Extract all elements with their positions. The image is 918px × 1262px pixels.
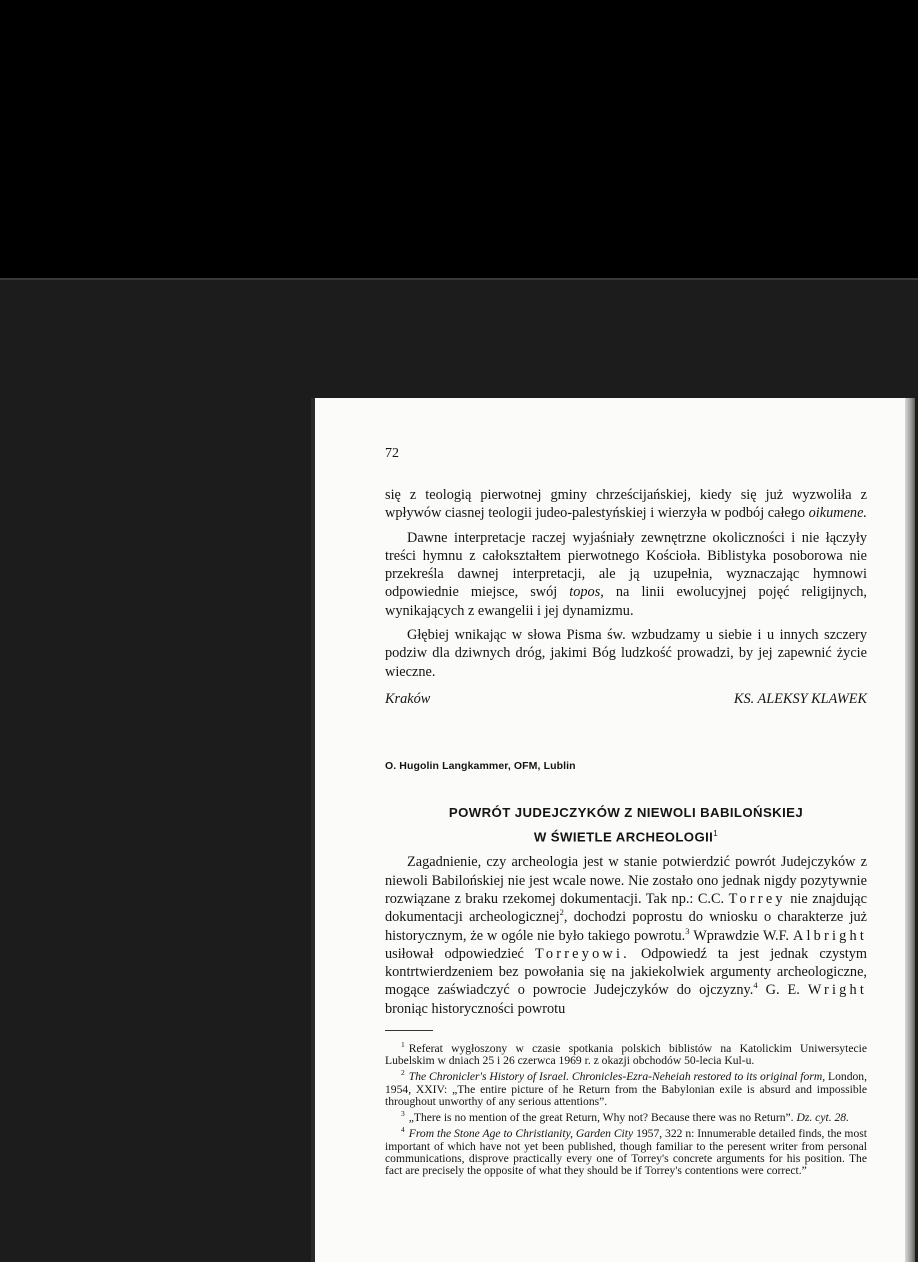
footnote-ref-3: 3 bbox=[685, 925, 690, 936]
footnote-4: $^4$ From the Stone Age to Christianity, Garden City 1957, 322 n: Innumerable detailed finds, the most important of which have not yet been published, though familiar to the peresent writer from personal communications, disprove practically every one of Torrey's concrete arguments for his position. The fact are precisely the opposite of what they should be if Torrey's contentions were correct.” bbox=[385, 1125, 867, 1178]
title-line-2: W ŚWIETLE ARCHEOLOGII$^1$ bbox=[533, 828, 719, 845]
footnote-separator bbox=[385, 1030, 433, 1031]
page-outer-edge bbox=[905, 398, 915, 1262]
intro-paragraph-2: Dawne interpretacje raczej wyjaśniały zewnętrzne okoliczności i nie łączyły treści hymnu z całokształtem pierwotnego Kościoła. Biblistyka posoborowa nie przekreśla dawnej interpretacji, ale ją uzupełnia, wyznaczając hymnowi odpowiednie miejsce, swój topos, na linii ewolucyjnej pojęć religijnych, wynikających z ewangelii i jej dynamizmu. bbox=[385, 529, 868, 619]
footnote-ref-4: 4 bbox=[753, 980, 758, 991]
article-title bbox=[385, 802, 867, 847]
band-edge bbox=[0, 278, 918, 280]
footnote-ref-2: 2 bbox=[559, 907, 564, 918]
article-author: O. Hugolin Langkammer, OFM, Lublin bbox=[385, 759, 576, 772]
page-content bbox=[385, 446, 867, 1177]
title-line-1: POWRÓT JUDEJCZYKÓW Z NIEWOLI BABILOŃSKIEJ bbox=[448, 804, 804, 820]
footnote-3: $^3$ „There is no mention of the great Return, Why not? Because there was no Return”. Dz. cyt. 28. bbox=[401, 1109, 849, 1125]
intro-paragraph-3: Głębiej wnikając w słowa Pisma św. wzbudzamy u siebie i u innych szczery podziw dla dziwnych dróg, jakimi Bóg ludzkość prowadzi, by jej zapewnić życie wieczne. bbox=[385, 627, 867, 680]
footnote-1: $^1$ Referat wygłoszony w czasie spotkania polskich biblistów na Katolickim Uniwersytecie Lubelskim w dniach 25 i 26 czerwca 1969 r. z okazji obchodów 50-lecia Kul-u. bbox=[385, 1040, 867, 1068]
signature-place: Kraków bbox=[385, 690, 431, 707]
signature-line bbox=[385, 691, 867, 708]
dark-top-band bbox=[0, 0, 918, 278]
footnote-2: $^2$ The Chronicler's History of Israel. Chronicles-Ezra-Neheiah restored to its original form, London, 1954, XXIV: „The entire picture of he Return from the Babylonian exile is absurd and impossible throughout unworthy of any serious attentions”. bbox=[385, 1068, 867, 1108]
page-binding-edge bbox=[311, 398, 315, 1262]
page-number: 72 bbox=[385, 446, 399, 461]
signature-name: KS. ALEKSY KLAWEK bbox=[733, 690, 867, 707]
intro-paragraph-1: się z teologią pierwotnej gminy chrześcijańskiej, kiedy się już wyzwoliła z wpływów ciasnej teologii judeo-palestyńskiej i wierzyła w podbój całego oikumene. bbox=[385, 487, 867, 522]
title-footnote-ref: 1 bbox=[713, 828, 719, 838]
article-body-paragraph: Zagadnienie, czy archeologia jest w stanie potwierdzić powrót Judejczyków z niewoli Babilońskiej nie jest wcale nowe. Nie zostało ono jednak nigdy pozytywnie rozwiązane z braku rzekomej dokumentacji. Tak np.: C.C. Torrey nie znajdując dokumentacji archeologicznej$^2$, dochodzi poprostu do wniosku o charakterze już historycznym, że w ogóle nie było takiego powrotu.$^3$ Wprawdzie W.F. Albright usiłował odpowiedzieć Torreyowi. Odpowiedź ta jest jednak czystym kontrtwierdzeniem bez powołania się na jakiekolwiek argumenty archeologiczne, mogące zaświadczyć o powrocie Judejczyków do ojczyzny.$^4$ G. E. Wright broniąc historyczności powrotu bbox=[385, 854, 868, 1017]
